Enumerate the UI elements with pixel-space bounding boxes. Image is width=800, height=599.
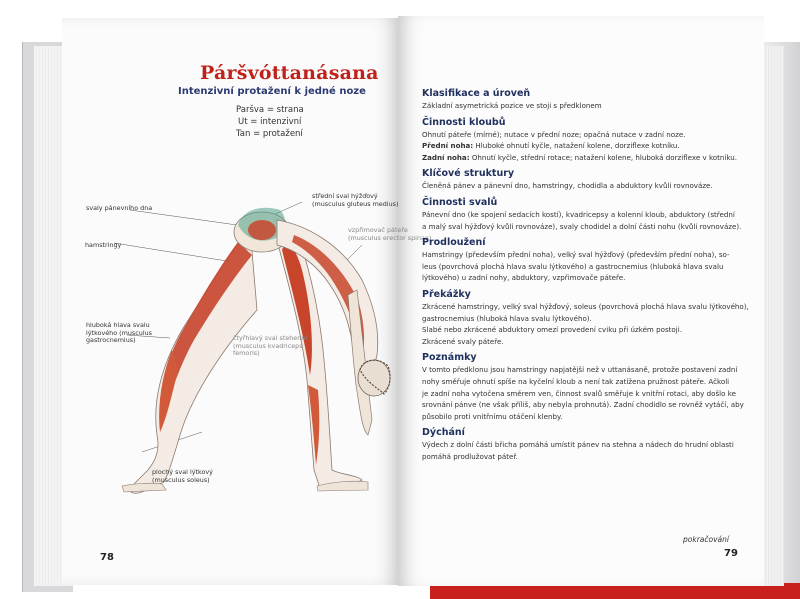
section-line: Základní asymetrická pozice ve stoji s předklonem xyxy=(422,101,602,110)
section-joint-actions xyxy=(422,117,752,164)
head xyxy=(358,360,390,396)
section-line: Zkrácené svaly páteře. xyxy=(422,336,504,346)
line-label: Přední noha: xyxy=(422,141,474,151)
section-heading: Překážky xyxy=(422,288,471,300)
section-lengthening xyxy=(422,237,752,284)
section-line: je zadní noha vytočena směrem ven, činnost svalů směřuje k vnitřní rotaci, aby došlo ke xyxy=(422,388,736,398)
line-text: Ohnutí kyčle, střední rotace; natažení kolene, hluboká dorziflexe v kotníku. xyxy=(471,152,738,162)
label-quadriceps: čtyřhlavý sval stehenní (musculus kvadriceps femoris) xyxy=(233,334,308,358)
label-soleus: plochý sval lýtkový (musculus soleus) xyxy=(152,468,213,484)
section-heading: Prodloužení xyxy=(422,237,486,249)
page-number-right: 79 xyxy=(724,548,738,559)
label-hamstrings: hamstringy xyxy=(85,241,122,249)
label-erector-spinae: vzpřimovač páteře (musculus erector spinae) xyxy=(348,226,432,242)
labeled-line xyxy=(422,140,752,152)
section-obstacles xyxy=(422,289,752,347)
section-line: pomáhá prodlužovat páteř. xyxy=(422,451,518,461)
page-number-left: 78 xyxy=(100,552,114,563)
right-page-text xyxy=(422,88,752,462)
section-line: lýtkového) u zadní nohy, abduktory, vzpřimovače páteře. xyxy=(422,273,626,283)
section-line: leus (povrchová plochá hlava svalu lýtkového) a gastrocnemius (hluboká hlava svalu xyxy=(422,261,724,271)
section-heading: Činnosti kloubů xyxy=(422,116,506,128)
section-line: Výdech z dolní části břicha pomáhá umístit pánev na stehna a nádech do hrudní oblasti xyxy=(422,440,734,450)
section-line: srovnání pánve (ne však příliš, aby nebyla prohnutá). Zadní chodidlo se rovněž vytáčí, aby xyxy=(422,400,744,410)
section-line: Hamstringy (především přední noha), velký sval hýžďový (především přední noha), so- xyxy=(422,250,730,260)
section-notes xyxy=(422,352,752,422)
section-line: Slabé nebo zkrácené abduktory omezí provedení cviku při úzkém postoji. xyxy=(422,325,682,335)
section-line: nohy směřuje ohnutí spíše na kyčelní kloub a není tak zatížena pružnost páteře. Ačkoli xyxy=(422,376,730,386)
section-line: Zkrácené hamstringy, velký sval hýžďový, soleus (povrchová plochá hlava svalu lýtkového), xyxy=(422,301,749,311)
section-line: Ohnutí páteře (mírné); nutace v přední noze; opačná nutace v zadní noze. xyxy=(422,129,686,139)
section-line: Členěná pánev a pánevní dno, hamstringy, chodidla a abduktory kvůli rovnováze. xyxy=(422,181,713,191)
section-line: gastrocnemius (hluboká hlava svalu lýtkového). xyxy=(422,313,592,323)
line-label: Zadní noha: xyxy=(422,152,470,162)
section-heading: Poznámky xyxy=(422,352,477,364)
label-gluteus-medius: střední sval hýžďový (musculus gluteus medius) xyxy=(312,192,399,208)
line-text: Hluboké ohnutí kyčle, natažení kolene, dorziflexe kotníku. xyxy=(475,141,680,151)
glossary-item: Ut = intenzivní xyxy=(238,117,302,127)
section-heading: Dýchání xyxy=(422,427,465,439)
section-key-structures xyxy=(422,168,752,192)
pose-title: Páršvóttanásana xyxy=(200,62,379,84)
section-breathing xyxy=(422,427,752,462)
section-line: V tomto předklonu jsou hamstringy napjatější než v uttanásaně, protože postavení zadní xyxy=(422,365,738,375)
section-muscle-actions xyxy=(422,197,752,232)
section-heading: Činnosti svalů xyxy=(422,196,498,208)
pose-subtitle: Intenzivní protažení k jedné noze xyxy=(178,86,366,97)
glossary xyxy=(236,104,304,140)
label-gastrocnemius: hluboká hlava svalu lýtkového (musculus gastrocnemius) xyxy=(86,321,152,345)
glossary-item: Tan = protažení xyxy=(236,129,303,139)
section-heading: Klíčové struktury xyxy=(422,168,515,180)
continued-note: pokračování xyxy=(683,535,729,544)
section-line: Pánevní dno (ke spojení sedacích kostí), kvadricepsy a kolenní kloub, abduktory (střední xyxy=(422,209,735,219)
section-line: a malý sval hýžďový kvůli rovnováze), svaly chodidel a dolní části nohu (kvůli rovnováze). xyxy=(422,221,742,231)
glossary-item: Paršva = strana xyxy=(236,105,304,115)
section-classification xyxy=(422,88,752,112)
section-line: působilo proti vnitřnímu otáčení klenby. xyxy=(422,411,563,421)
section-heading: Klasifikace a úroveň xyxy=(422,88,531,99)
label-pelvic-floor: svaly pánevního dna xyxy=(86,204,153,212)
labeled-line xyxy=(422,152,752,164)
